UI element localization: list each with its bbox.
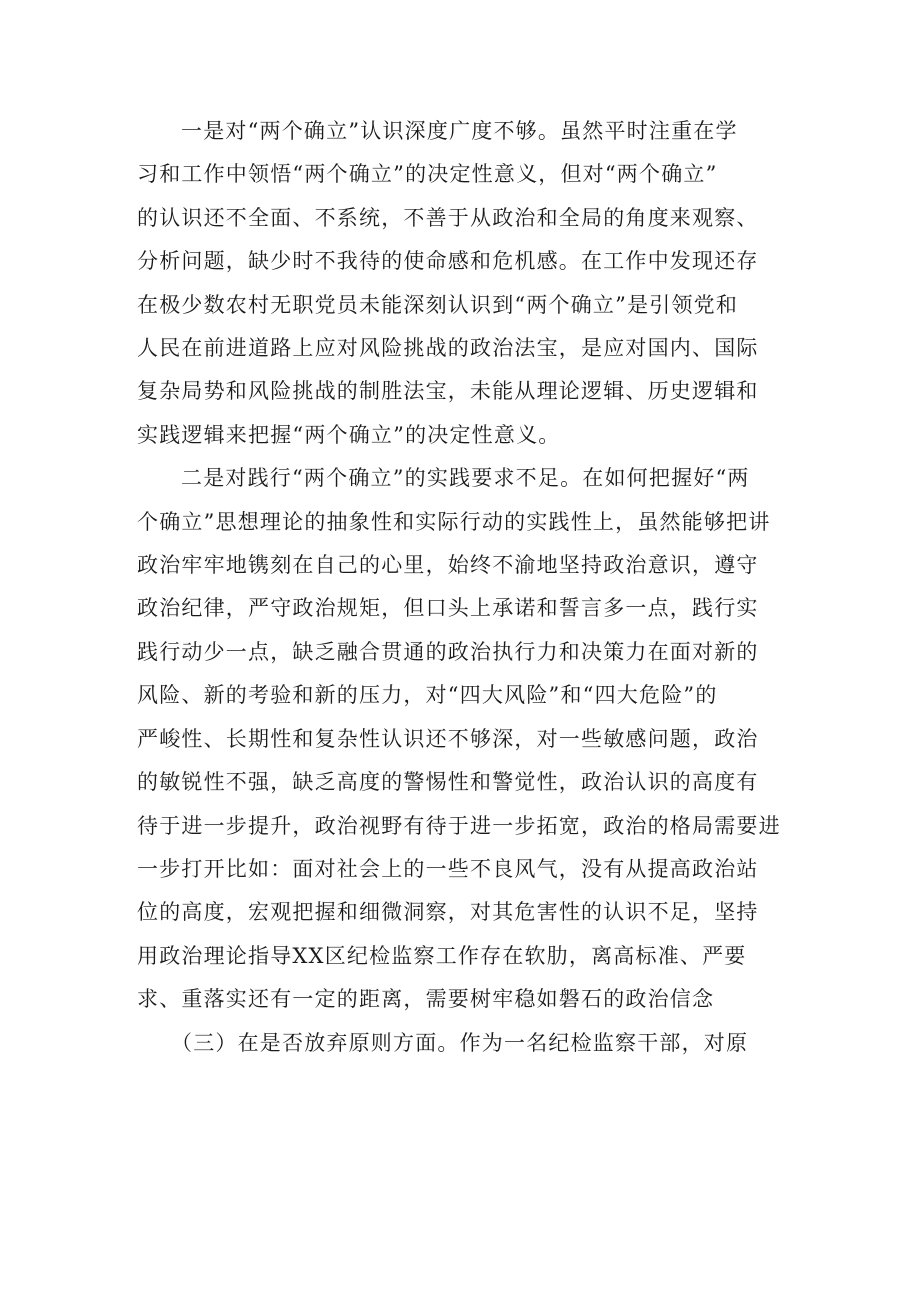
paragraph-2 <box>137 457 789 1021</box>
text-line: 位的高度，宏观把握和细微洞察，对其危害性的认识不足，坚持 <box>137 900 759 925</box>
paragraph-3 <box>137 1022 789 1065</box>
text-line: 复杂局势和风险挑战的制胜法宝，未能从理论逻辑、历史逻辑和 <box>137 379 759 404</box>
text-line: 实践逻辑来把握“两个确立”的决定性意义。 <box>137 422 561 447</box>
text-line: 个确立”思想理论的抽象性和实际行动的实践性上，虽然能够把讲 <box>137 509 771 534</box>
text-line: 的敏锐性不强，缺乏高度的警惕性和警觉性，政治认识的高度有 <box>137 770 759 795</box>
text-line: 的认识还不全面、不系统，不善于从政治和全局的角度来观察、 <box>137 205 759 230</box>
text-line: 二是对践行“两个确立”的实践要求不足。在如何把握好“两 <box>181 466 750 491</box>
text-line: 政治纪律，严守政治规矩，但口头上承诺和誓言多一点，践行实 <box>137 596 759 621</box>
body-text <box>137 110 789 1065</box>
text-line: 人民在前进道路上应对风险挑战的政治法宝，是应对国内、国际 <box>137 336 759 361</box>
text-line: 求、重落实还有一定的距离，需要树牢稳如磐石的政治信念 <box>137 987 715 1012</box>
text-line: 用政治理论指导XX区纪检监察工作存在软肋，离高标准、严要 <box>137 943 747 968</box>
text-line: （三）在是否放弃原则方面。作为一名纪检监察干部，对原 <box>171 1030 749 1055</box>
text-line: 严峻性、长期性和复杂性认识还不够深，对一些敏感问题，政治 <box>137 726 759 751</box>
text-line: 习和工作中领悟“两个确立”的决定性意义，但对“两个确立” <box>137 162 718 187</box>
text-line: 待于进一步提升，政治视野有待于进一步拓宽，政治的格局需要进 <box>137 813 781 838</box>
paragraph-1 <box>137 110 789 457</box>
text-line: 在极少数农村无职党员未能深刻认识到“两个确立”是引领党和 <box>137 292 739 317</box>
text-line: 政治牢牢地镌刻在自己的心里，始终不渝地坚持政治意识，遵守 <box>137 553 759 578</box>
text-line: 风险、新的考验和新的压力，对“四大风险”和“四大危险”的 <box>137 683 718 708</box>
text-line: 践行动少一点，缺乏融合贯通的政治执行力和决策力在面对新的 <box>137 639 759 664</box>
text-line: 一是对“两个确立”认识深度广度不够。虽然平时注重在学 <box>181 119 738 143</box>
text-line: 一步打开比如：面对社会上的一些不良风气，没有从提高政治站 <box>137 856 759 881</box>
text-line: 分析问题，缺少时不我待的使命感和危机感。在工作中发现还存 <box>137 249 759 274</box>
